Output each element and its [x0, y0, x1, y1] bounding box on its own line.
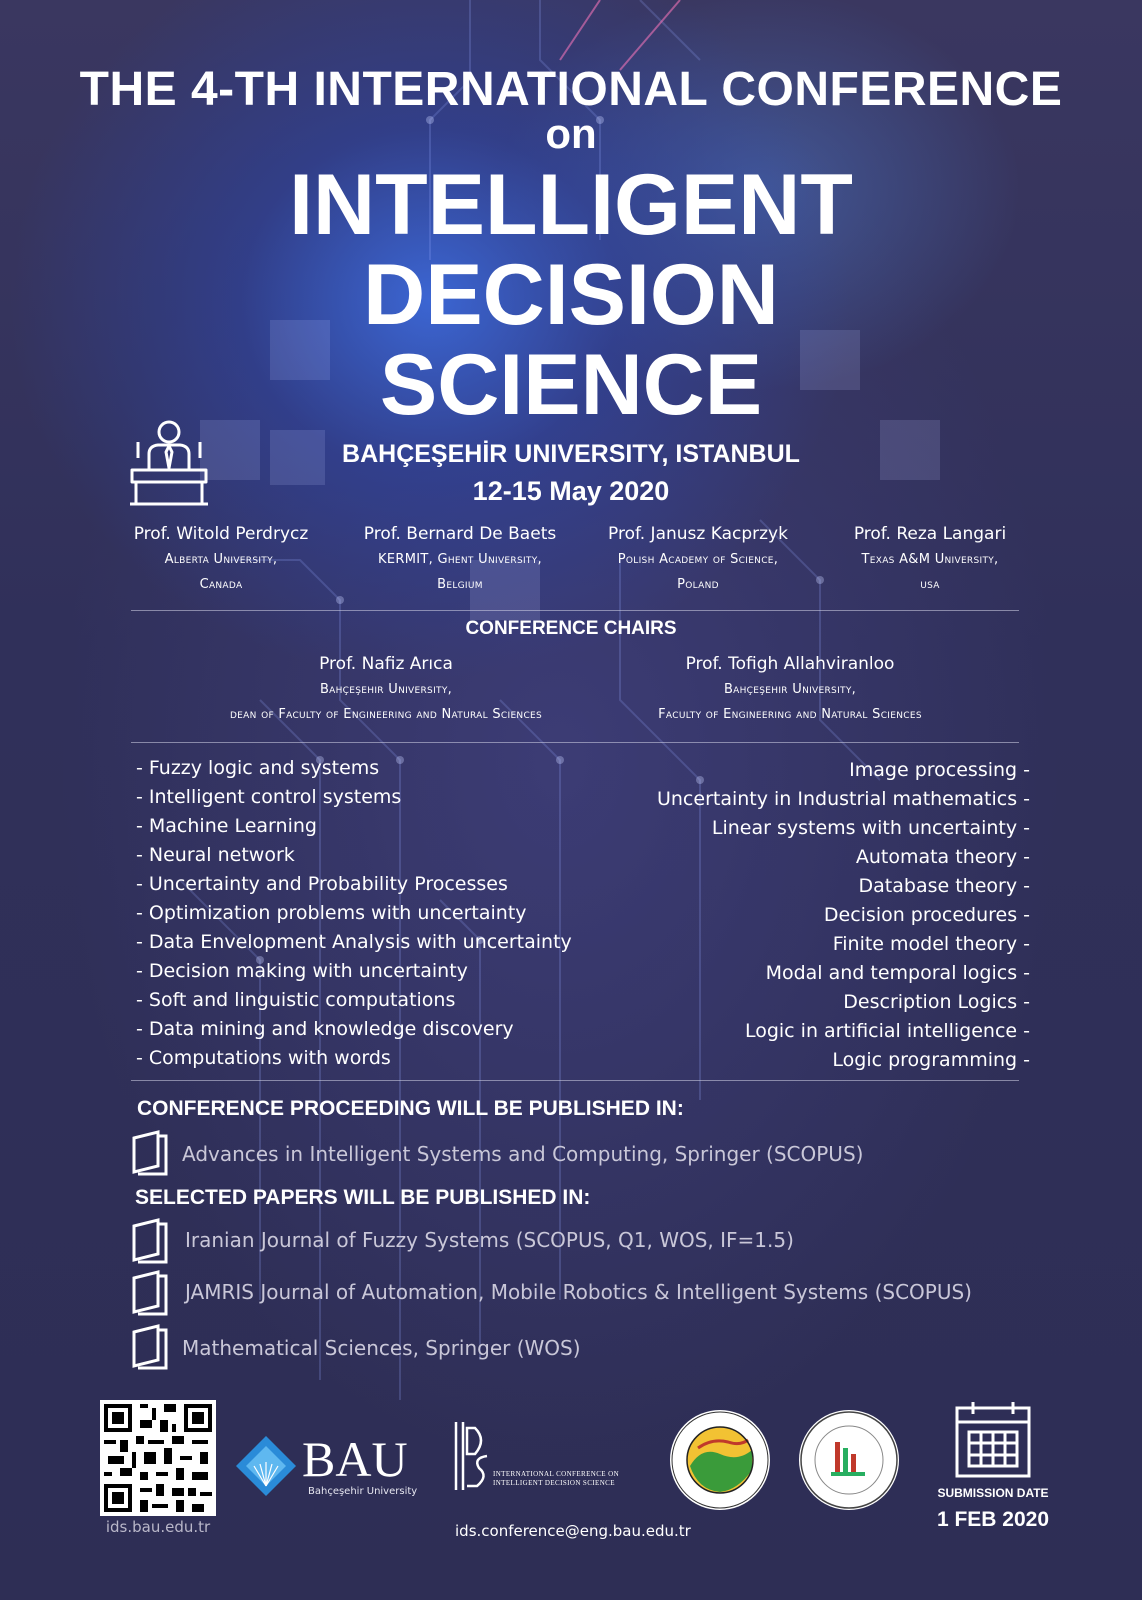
- speaker-name: Prof. Bernard De Baets: [363, 524, 557, 544]
- bau-wordmark: BAU: [302, 1431, 408, 1487]
- topic-item: Uncertainty in Industrial mathematics -: [656, 788, 1030, 810]
- speaker-affiliation: Polish Academy of Science,: [617, 552, 779, 567]
- book-icon: [130, 1218, 170, 1264]
- speaker-country: usa: [920, 577, 940, 592]
- venue: BAHÇEŞEHİR UNIVERSITY, ISTANBUL: [342, 440, 800, 468]
- divider: [131, 742, 1019, 743]
- topic-item: Logic programming -: [832, 1049, 1030, 1071]
- topic-item: Logic in artificial intelligence -: [744, 1020, 1030, 1042]
- speaker-card: [335, 522, 585, 597]
- ifsa-logo: [668, 1408, 772, 1512]
- speaker-name: Prof. Reza Langari: [853, 524, 1007, 544]
- conference-edition-title: THE 4-TH INTERNATIONAL CONFERENCE: [79, 63, 1063, 116]
- topic-item: Modal and temporal logics -: [765, 962, 1030, 984]
- topics-list-right: [657, 756, 1030, 1075]
- conference-dates: 12-15 May 2020: [472, 476, 670, 506]
- title-connector: on: [545, 110, 597, 157]
- website-url[interactable]: ids.bau.edu.tr: [105, 1518, 211, 1536]
- topic-item: - Computations with words: [136, 1047, 391, 1069]
- topic-item: - Data mining and knowledge discovery: [136, 1018, 514, 1040]
- divider: [131, 1080, 1019, 1081]
- bau-subtitle: Bahçeşehir University: [308, 1486, 418, 1497]
- ids-logo: [453, 1420, 633, 1500]
- topic-item: - Decision making with uncertainty: [136, 960, 468, 982]
- chair-affiliation: Bahçeşehir University,: [319, 682, 453, 697]
- speaker-name: Prof. Janusz Kacprzyk: [608, 524, 788, 544]
- submission-date: 1 FEB 2020: [936, 1508, 1050, 1531]
- speaker-card: [573, 522, 823, 597]
- speaker-affiliation: KERMIT, Ghent University,: [378, 552, 542, 567]
- proceedings-item: Advances in Intelligent Systems and Computing, Springer (SCOPUS): [182, 1142, 864, 1166]
- submission-label: SUBMISSION DATE: [937, 1486, 1049, 1500]
- ifss-logo: [797, 1408, 901, 1512]
- chair-role: dean of Faculty of Engineering and Natural Sciences: [229, 707, 543, 722]
- speaker-country: Canada: [199, 577, 243, 592]
- speaker-card: [805, 522, 1055, 597]
- topic-item: Linear systems with uncertainty -: [711, 817, 1030, 839]
- selected-journal-item: Iranian Journal of Fuzzy Systems (SCOPUS, Q1, WOS, IF=1.5): [185, 1228, 794, 1252]
- topic-item: Finite model theory -: [832, 933, 1030, 955]
- topics-list-left: [136, 754, 572, 1073]
- topic-item: - Uncertainty and Probability Processes: [136, 873, 508, 895]
- chair-name: Prof. Tofigh Allahviranloo: [685, 654, 895, 674]
- divider: [131, 610, 1019, 611]
- contact-email[interactable]: ids.conference@eng.bau.edu.tr: [455, 1522, 691, 1540]
- topic-item: Description Logics -: [843, 991, 1030, 1013]
- calendar-icon: [955, 1400, 1031, 1478]
- title-word-intelligent: INTELLIGENT: [289, 157, 853, 253]
- topic-item: - Fuzzy logic and systems: [136, 757, 380, 779]
- chair-card: [171, 652, 601, 727]
- book-icon: [130, 1324, 170, 1370]
- chairs-heading: CONFERENCE CHAIRS: [465, 618, 677, 639]
- chair-role: Faculty of Engineering and Natural Sciences: [658, 707, 922, 722]
- book-icon: [130, 1130, 170, 1176]
- speaker-name: Prof. Witold Perdrycz: [133, 524, 309, 544]
- speaker-card: [96, 522, 346, 597]
- selected-journal-item: JAMRIS Journal of Automation, Mobile Robotics & Intelligent Systems (SCOPUS): [185, 1280, 972, 1304]
- chair-affiliation: Bahçeşehir University,: [723, 682, 857, 697]
- proceedings-heading: CONFERENCE PROCEEDING WILL BE PUBLISHED IN:: [137, 1097, 684, 1120]
- topic-item: - Data Envelopment Analysis with uncertainty: [136, 931, 572, 953]
- title-word-decision: DECISION: [363, 247, 779, 343]
- topic-item: Automata theory -: [855, 846, 1030, 868]
- topic-item: - Neural network: [136, 844, 295, 866]
- speaker-affiliation: Alberta University,: [164, 552, 278, 567]
- qr-code[interactable]: [100, 1400, 216, 1516]
- selected-papers-heading: SELECTED PAPERS WILL BE PUBLISHED IN:: [135, 1186, 591, 1209]
- speaker-affiliation: Texas A&M University,: [861, 552, 999, 567]
- title-word-science: SCIENCE: [379, 337, 763, 433]
- topic-item: Image processing -: [849, 759, 1030, 781]
- speaker-country: Poland: [677, 577, 719, 592]
- selected-journal-item: Mathematical Sciences, Springer (WOS): [182, 1336, 581, 1360]
- topic-item: Decision procedures -: [823, 904, 1030, 926]
- speaker-country: Belgium: [437, 577, 483, 592]
- topic-item: - Intelligent control systems: [136, 786, 402, 808]
- chair-name: Prof. Nafiz Arıca: [319, 654, 453, 674]
- topic-item: Database theory -: [858, 875, 1030, 897]
- ids-caption-line1: INTERNATIONAL CONFERENCE ON: [493, 1470, 620, 1478]
- topic-item: - Soft and linguistic computations: [136, 989, 456, 1011]
- topic-item: - Machine Learning: [136, 815, 317, 837]
- ids-caption-line2: INTELLIGENT DECISION SCIENCE: [493, 1479, 615, 1487]
- topic-item: - Optimization problems with uncertainty: [136, 902, 527, 924]
- book-icon: [130, 1270, 170, 1316]
- chair-card: [575, 652, 1005, 727]
